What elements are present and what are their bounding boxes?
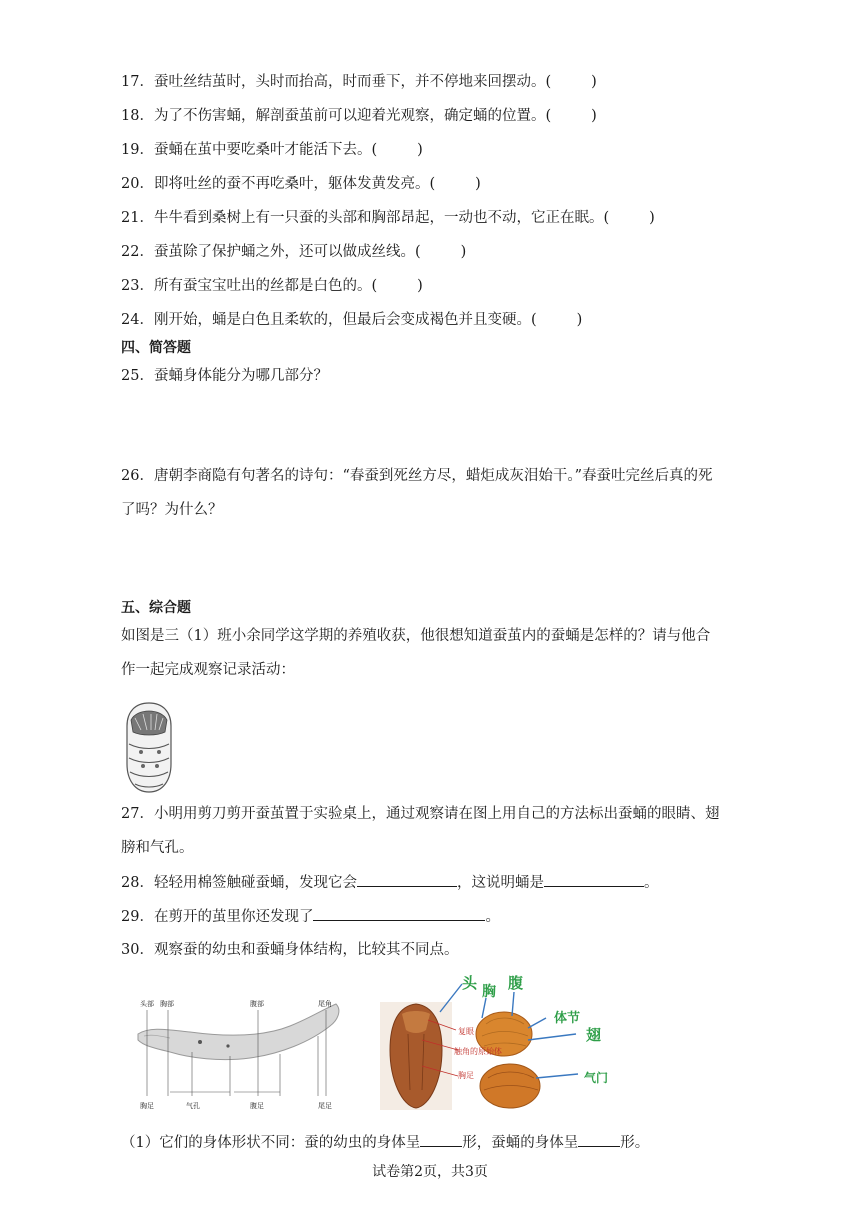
close-paren: ) xyxy=(460,244,467,260)
question-22 xyxy=(121,242,466,262)
question-24-text: 24．刚开始，蛹是白色且柔软的，但最后会变成褐色并且变硬。( xyxy=(121,312,537,328)
answer-blank-30a[interactable] xyxy=(420,1132,462,1147)
pupa-label-spiracle: 气门 xyxy=(584,1071,609,1085)
close-paren: ) xyxy=(475,176,481,192)
question-19-text: 19．蚕蛹在茧中要吃桑叶才能活下去。( xyxy=(121,142,378,158)
question-20 xyxy=(121,174,481,194)
question-28-part3: 。 xyxy=(643,875,659,891)
question-29-part1: 29．在剪开的茧里你还发现了 xyxy=(121,909,314,925)
section-4-title: 四、简答题 xyxy=(121,340,191,356)
question-26-line1: 26．唐朝李商隐有句著名的诗句：“春蚕到死丝方尽，蜡炬成灰泪始干。”春蚕吐完丝后真的死 xyxy=(121,468,713,484)
answer-blank-29[interactable] xyxy=(313,906,485,921)
question-29 xyxy=(121,906,500,927)
question-30-sub1 xyxy=(121,1132,649,1153)
question-30-sub1-part3: 形。 xyxy=(620,1135,650,1151)
question-21-text: 21．牛牛看到桑树上有一只蚕的头部和胸部昂起，一动也不动，它正在眠。( xyxy=(121,210,610,226)
section-5-intro-line2: 作一起完成观察记录活动： xyxy=(121,662,295,678)
larva-label-tail-horn: 尾角 xyxy=(318,1000,332,1008)
pupa-label-thoracic-legs: 胸足 xyxy=(458,1071,474,1080)
question-17-text: 17．蚕吐丝结茧时，头时而抬高，时而垂下，并不停地来回摆动。( xyxy=(121,74,552,90)
question-28 xyxy=(121,872,658,893)
close-paren: ) xyxy=(591,108,597,124)
question-22-text: 22．蚕茧除了保护蛹之外，还可以做成丝线。( xyxy=(121,244,421,260)
larva-label-head: 头部 xyxy=(140,1000,154,1008)
question-30-sub1-part1: （1）它们的身体形状不同：蚕的幼虫的身体呈 xyxy=(121,1135,421,1151)
question-27-line1: 27．小明用剪刀剪开蚕茧置于实验桌上，通过观察请在图上用自己的方法标出蚕蛹的眼睛、翅 xyxy=(121,806,720,822)
pupa-label-compound-eye: 复眼 xyxy=(458,1027,474,1036)
close-paren: ) xyxy=(576,312,583,328)
question-29-part2: 。 xyxy=(485,909,500,925)
question-23-text: 23．所有蚕宝宝吐出的丝都是白色的。( xyxy=(121,278,378,294)
pupa-label-head: 头 xyxy=(462,974,478,992)
larva-label-prolegs: 腹足 xyxy=(250,1102,264,1110)
larva-label-anal-legs: 尾足 xyxy=(318,1102,332,1110)
question-17 xyxy=(121,72,597,92)
answer-blank-28a[interactable] xyxy=(357,872,457,887)
question-19 xyxy=(121,140,423,160)
question-24 xyxy=(121,310,582,330)
pupa-label-abdomen: 腹 xyxy=(508,974,524,992)
question-25: 25．蚕蛹身体能分为哪几部分？ xyxy=(121,368,328,384)
question-21 xyxy=(121,208,655,228)
larva-label-abdomen: 腹部 xyxy=(250,1000,264,1008)
larva-label-spiracle: 气孔 xyxy=(186,1102,200,1110)
question-28-part2: ，这说明蛹是 xyxy=(456,875,544,891)
silkworm-larva-diagram xyxy=(130,996,350,1116)
page-footer: 试卷第2页，共3页 xyxy=(372,1164,488,1180)
close-paren: ) xyxy=(649,210,655,226)
close-paren: ) xyxy=(417,278,423,294)
answer-blank-28b[interactable] xyxy=(544,872,644,887)
pupa-label-thorax: 胸 xyxy=(482,984,496,1000)
question-23 xyxy=(121,276,423,296)
question-30: 30．观察蚕的幼虫和蚕蛹身体结构，比较其不同点。 xyxy=(121,942,459,958)
close-paren: ) xyxy=(591,74,597,90)
cocoon-pupa-sketch xyxy=(121,700,177,796)
larva-label-thoracic-legs: 胸足 xyxy=(140,1102,154,1110)
question-28-part1: 28．轻轻用棉签触碰蚕蛹，发现它会 xyxy=(121,875,357,891)
pupa-label-wing: 翅 xyxy=(586,1026,602,1044)
pupa-label-segment: 体节 xyxy=(554,1011,581,1026)
silkworm-pupa-diagram xyxy=(378,970,628,1115)
question-18 xyxy=(121,106,597,126)
question-20-text: 20．即将吐丝的蚕不再吃桑叶，躯体发黄发亮。( xyxy=(121,176,436,192)
section-5-title: 五、综合题 xyxy=(121,600,191,616)
larva-label-thorax: 胸部 xyxy=(160,1000,174,1008)
answer-blank-30b[interactable] xyxy=(578,1132,620,1147)
question-18-text: 18．为了不伤害蛹，解剖蚕茧前可以迎着光观察，确定蛹的位置。( xyxy=(121,108,552,124)
question-30-sub1-part2: 形，蚕蛹的身体呈 xyxy=(462,1135,579,1151)
pupa-label-antenna-primordium: 触角的原始体 xyxy=(454,1047,502,1056)
close-paren: ) xyxy=(417,142,423,158)
question-26-line2: 了吗？为什么？ xyxy=(121,502,223,518)
question-27-line2: 膀和气孔。 xyxy=(121,840,194,856)
section-5-intro-line1: 如图是三（1）班小余同学这学期的养殖收获，他很想知道蚕茧内的蚕蛹是怎样的？请与他合 xyxy=(121,628,711,644)
